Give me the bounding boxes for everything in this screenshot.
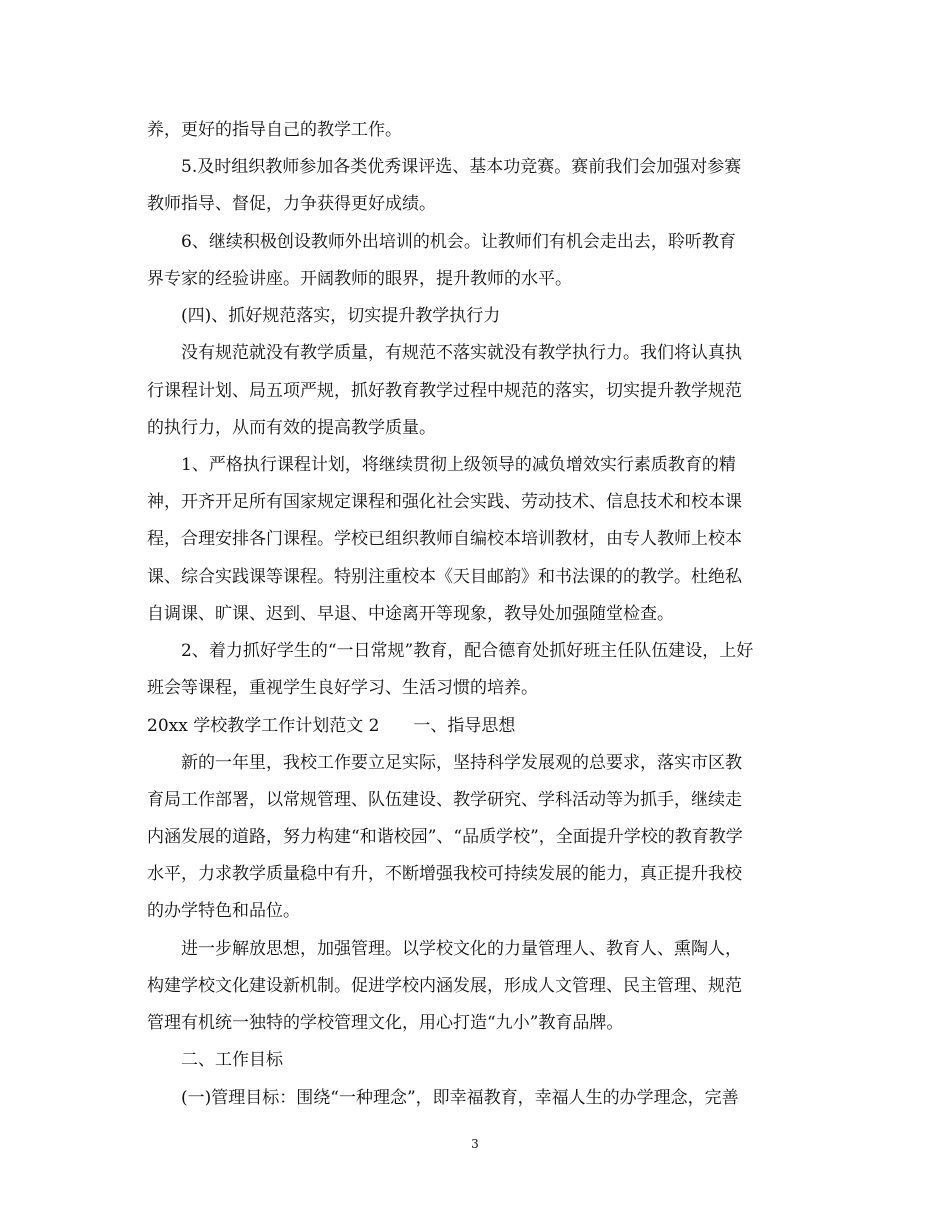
section-heading: 二、工作目标 xyxy=(181,1050,283,1070)
text-line: 水平，力求教学质量稳中有升，不断增强我校可持续发展的能力，真正提升我校 xyxy=(147,864,742,884)
text-line: 内涵发展的道路，努力构建“和谐校园”、“品质学校”，全面提升学校的教育教学 xyxy=(147,827,743,847)
text-line: 管理有机统一独特的学校管理文化，用心打造“九小”教育品牌。 xyxy=(147,1013,624,1033)
section-heading: (四)、抓好规范落实，切实提升教学执行力 xyxy=(181,306,501,326)
text-line: 新的一年里，我校工作要立足实际，坚持科学发展观的总要求，落实市区教 xyxy=(181,753,742,773)
text-line: 5.及时组织教师参加各类优秀课评选、基本功竞赛。赛前我们会加强对参赛 xyxy=(181,157,742,177)
article-title-line: 20xx 学校教学工作计划范文 2 一、指导思想 xyxy=(147,716,516,736)
text-line: 神，开齐开足所有国家规定课程和强化社会实践、劳动技术、信息技术和校本课 xyxy=(147,492,742,512)
text-line: 2、着力抓好学生的“一日常规”教育，配合德育处抓好班主任队伍建设，上好 xyxy=(181,641,754,661)
text-line: 的执行力，从而有效的提高教学质量。 xyxy=(147,418,436,438)
page-number: 3 xyxy=(471,1137,479,1151)
text-line: 养，更好的指导自己的教学工作。 xyxy=(147,120,402,140)
text-line: 6、继续积极创设教师外出培训的机会。让教师们有机会走出去，聆听教育 xyxy=(181,232,736,252)
text-line: 进一步解放思想，加强管理。以学校文化的力量管理人、教育人、熏陶人， xyxy=(181,939,742,959)
text-line: 程，合理安排各门课程。学校已组织教师自编校本培训教材，由专人教师上校本 xyxy=(147,529,742,549)
text-line: 行课程计划、局五项严规，抓好教育教学过程中规范的落实，切实提升教学规范 xyxy=(147,381,742,401)
text-line: (一)管理目标：围绕“一种理念”，即幸福教育，幸福人生的办学理念，完善 xyxy=(181,1088,739,1108)
text-line: 课、综合实践课等课程。特别注重校本《天目邮韵》和书法课的的教学。杜绝私 xyxy=(147,567,742,587)
text-line: 教师指导、督促，力争获得更好成绩。 xyxy=(147,194,436,214)
text-line: 班会等课程，重视学生良好学习、生活习惯的培养。 xyxy=(147,678,538,698)
text-line: 自调课、旷课、迟到、早退、中途离开等现象，教导处加强随堂检查。 xyxy=(147,604,674,624)
text-line: 的办学特色和品位。 xyxy=(147,901,300,921)
text-line: 界专家的经验讲座。开阔教师的眼界，提升教师的水平。 xyxy=(147,269,572,289)
text-line: 育局工作部署，以常规管理、队伍建设、教学研究、学科活动等为抓手，继续走 xyxy=(147,790,742,810)
text-line: 没有规范就没有教学质量，有规范不落实就没有教学执行力。我们将认真执 xyxy=(181,343,742,363)
text-line: 1、严格执行课程计划，将继续贯彻上级领导的减负增效实行素质教育的精 xyxy=(181,455,736,475)
text-line: 构建学校文化建设新机制。促进学校内涵发展，形成人文管理、民主管理、规范 xyxy=(147,976,742,996)
